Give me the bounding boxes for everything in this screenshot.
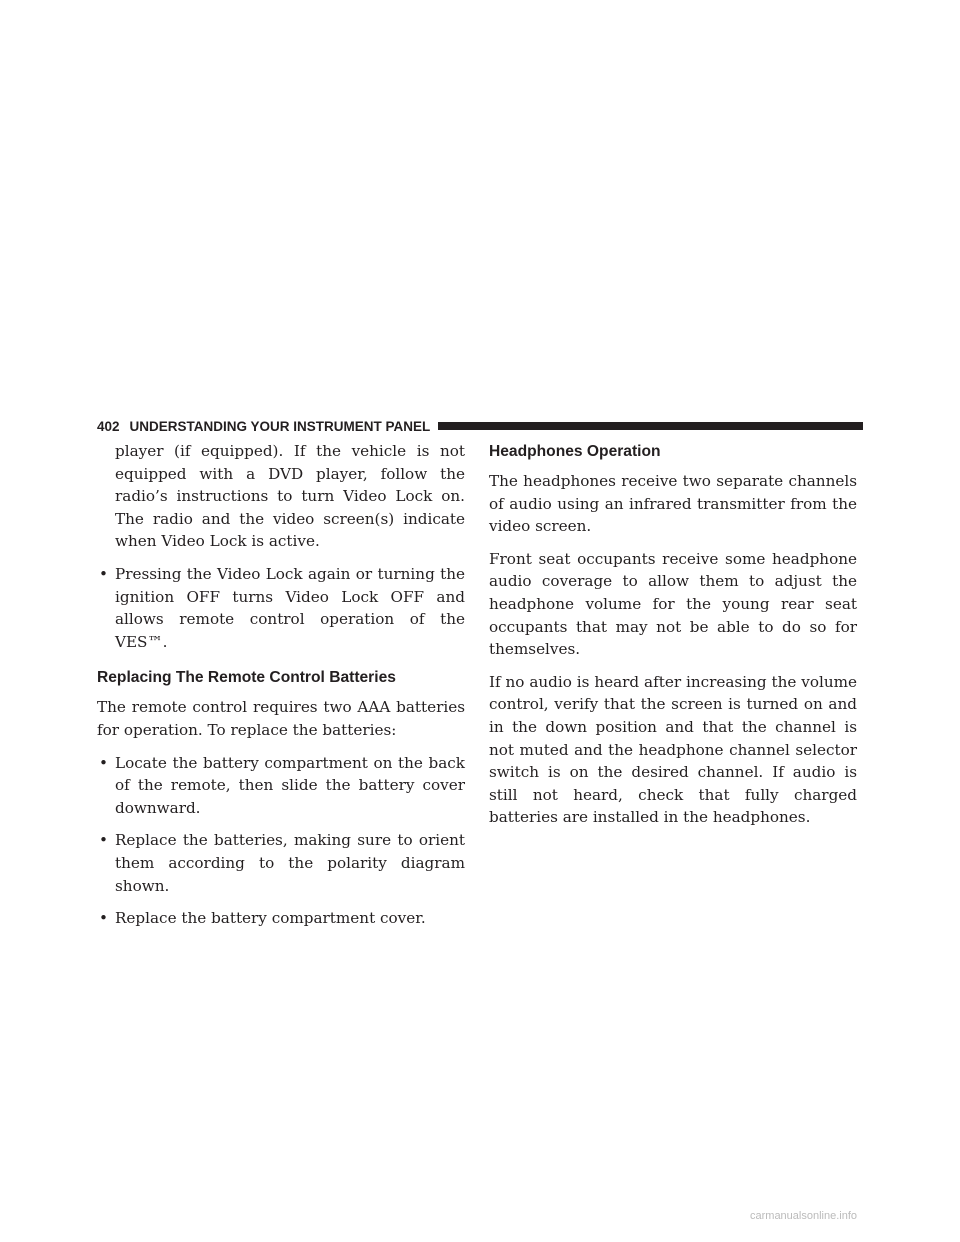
- bullet-marker: •: [99, 831, 108, 850]
- bullet-marker: •: [99, 753, 108, 772]
- headphones-paragraph: Front seat occupants receive some headphone audio coverage to allow them to adjust the headphone volume for the young rear seat occupants that may not be able to do so for themselves.: [489, 549, 857, 659]
- list-item: [97, 829, 465, 897]
- bullet-marker: •: [99, 564, 108, 583]
- bullet-marker: •: [99, 909, 108, 928]
- headphones-paragraph: The headphones receive two separate channels of audio using an infrared transmitter from the video screen.: [489, 472, 857, 536]
- batteries-intro: The remote control requires two AAA batteries for operation. To replace the batteries:: [97, 698, 465, 739]
- list-item-text: Replace the battery compartment cover.: [115, 909, 426, 928]
- section-heading-batteries: Replacing The Remote Control Batteries: [97, 669, 396, 687]
- chapter-title: UNDERSTANDING YOUR INSTRUMENT PANEL: [129, 418, 431, 434]
- section-heading-headphones: Headphones Operation: [489, 443, 661, 460]
- list-item: [97, 907, 465, 930]
- header-rule: [438, 422, 863, 430]
- watermark: carmanualsonline.info: [750, 1210, 858, 1222]
- list-item-text: Pressing the Video Lock again or turning the ignition OFF turns Video Lock OFF and allows remote control operation of the VES™.: [115, 564, 465, 651]
- left-column: [97, 440, 465, 930]
- list-item: [97, 563, 465, 653]
- list-item-text: Replace the batteries, making sure to orient them according to the polarity diagram shown.: [115, 831, 465, 895]
- page-header: [97, 417, 863, 435]
- headphones-paragraph: If no audio is heard after increasing the volume control, verify that the screen is turned on and in the down position and that the channel is not muted and the headphone channel selector switch is on the desired channel. If audio is still not heard, check that fully charged batteries are installed in the headphones.: [489, 672, 857, 827]
- continued-paragraph: player (if equipped). If the vehicle is not equipped with a DVD player, follow the radio’s instructions to turn Video Lock on. The radio and the video screen(s) indicate when Video Lock is active.: [115, 442, 465, 551]
- right-column: [489, 440, 857, 829]
- page-number: 402: [97, 418, 120, 434]
- list-item-text: Locate the battery compartment on the back of the remote, then slide the battery cover downward.: [115, 753, 465, 817]
- list-item: [97, 752, 465, 820]
